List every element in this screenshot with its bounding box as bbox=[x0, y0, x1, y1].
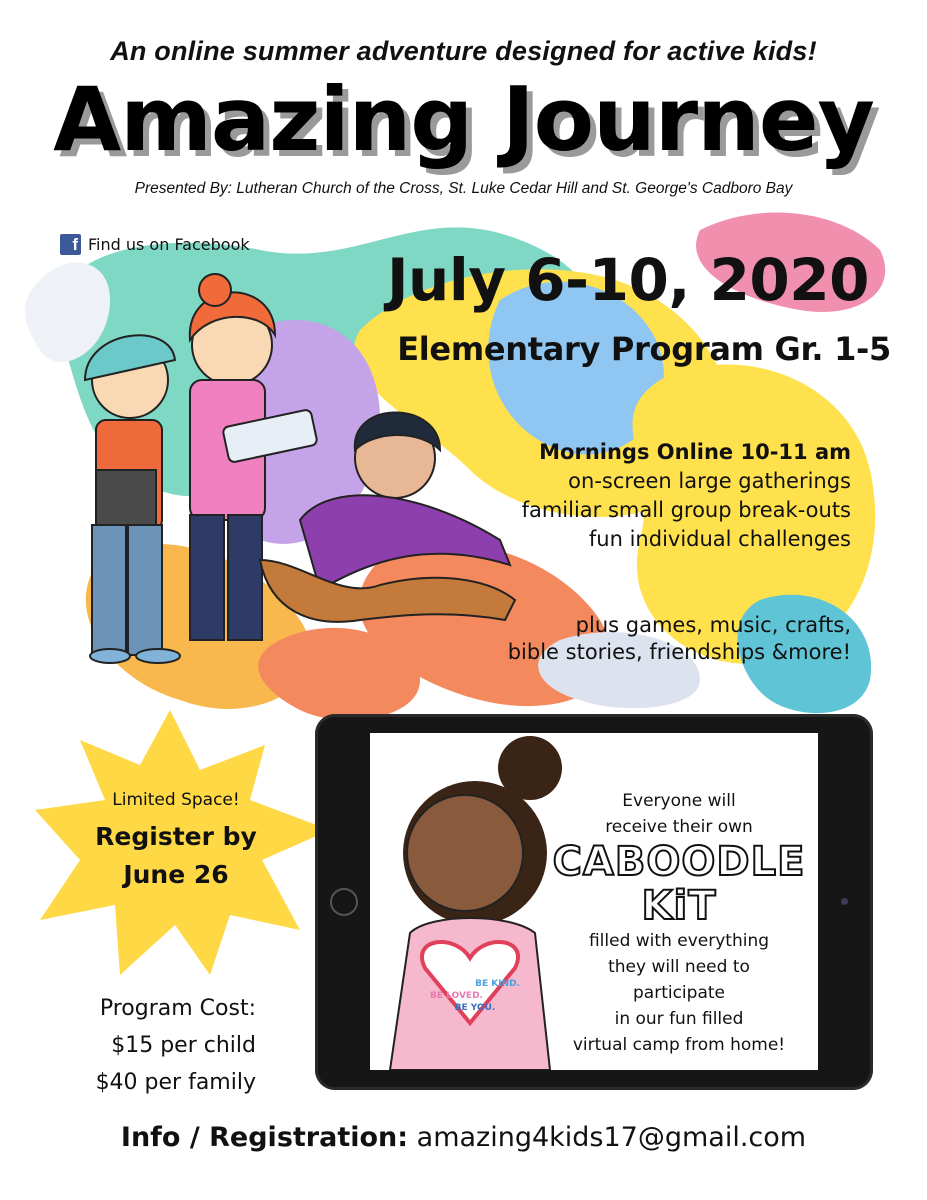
kit-line: Everyone will bbox=[622, 791, 736, 811]
kit-line: participate bbox=[633, 983, 725, 1003]
heart-text-2: BE LOVED. bbox=[430, 991, 483, 1001]
program-cost bbox=[74, 990, 256, 1101]
schedule-item: familiar small group break-outs bbox=[521, 498, 851, 522]
facebook-label: Find us on Facebook bbox=[88, 235, 250, 254]
tagline: An online summer adventure designed for active kids! bbox=[110, 36, 817, 66]
info-registration bbox=[0, 1122, 927, 1153]
extras-line: bible stories, friendships &more! bbox=[507, 640, 851, 664]
event-dates: July 6-10, 2020 bbox=[386, 246, 869, 314]
tablet-home-button bbox=[330, 888, 358, 916]
heart-sign bbox=[430, 978, 520, 1014]
schedule bbox=[522, 438, 851, 554]
kit-title-1: CABOODLE bbox=[552, 839, 806, 885]
cost-child: $15 per child bbox=[111, 1033, 256, 1058]
tablet-camera bbox=[841, 898, 848, 905]
register-by: Register by bbox=[95, 822, 257, 851]
info-label: Info / Registration: bbox=[120, 1122, 409, 1153]
cost-label: Program Cost: bbox=[99, 996, 256, 1021]
kit-line: filled with everything bbox=[588, 931, 770, 951]
schedule-heading: Mornings Online 10-11 am bbox=[539, 440, 851, 464]
facebook-link[interactable] bbox=[60, 234, 250, 255]
caboodle-kit-text bbox=[545, 788, 813, 1058]
extras-line: plus games, music, crafts, bbox=[575, 613, 851, 637]
heart-text-3: BE YOU. bbox=[454, 1003, 496, 1013]
facebook-icon: f bbox=[60, 234, 81, 255]
limited-space: Limited Space! bbox=[112, 790, 240, 810]
program-grades: Elementary Program Gr. 1-5 bbox=[397, 330, 891, 368]
schedule-item: on-screen large gatherings bbox=[568, 469, 851, 493]
kit-line: virtual camp from home! bbox=[572, 1035, 786, 1055]
kit-title-2: KiT bbox=[641, 883, 717, 929]
heart-text-1: BE KIND. bbox=[475, 979, 520, 989]
registration-star bbox=[56, 790, 296, 894]
extras bbox=[508, 612, 851, 666]
cost-family: $40 per family bbox=[95, 1070, 256, 1095]
kit-line: receive their own bbox=[605, 817, 753, 837]
kit-line: they will need to bbox=[608, 957, 750, 977]
presented-by: Presented By: Lutheran Church of the Cross, St. Luke Cedar Hill and St. George's Cadboro Bay bbox=[134, 180, 793, 197]
kit-line: in our fun filled bbox=[614, 1009, 744, 1029]
page-title: Amazing Journey bbox=[53, 68, 874, 171]
register-date: June 26 bbox=[123, 860, 229, 889]
schedule-item: fun individual challenges bbox=[588, 527, 851, 551]
info-email[interactable]: amazing4kids17@gmail.com bbox=[416, 1122, 807, 1153]
